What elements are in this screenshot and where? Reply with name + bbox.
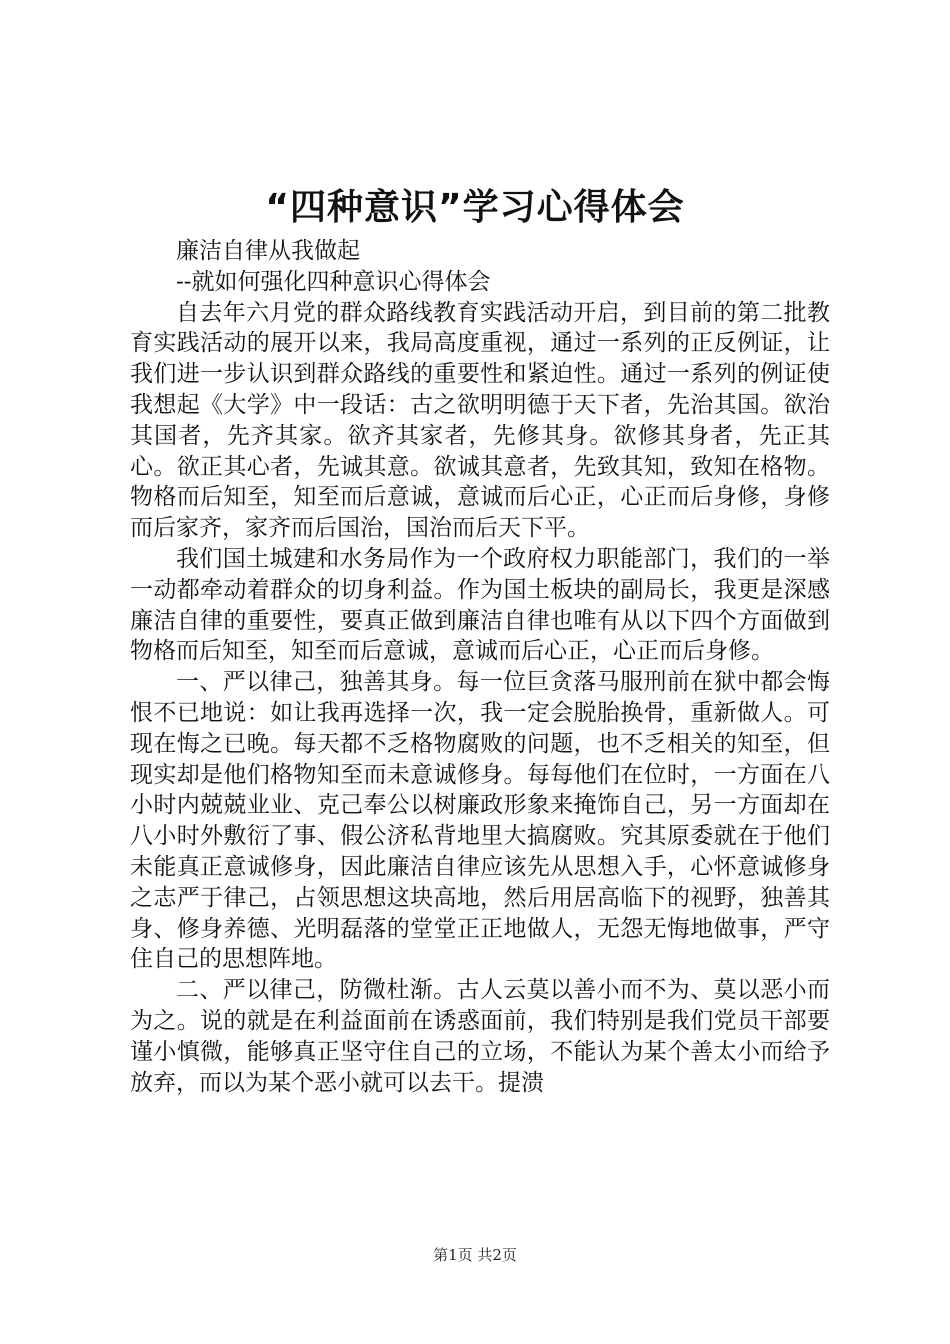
subtitle-line: 廉洁自律从我做起: [176, 238, 360, 264]
document-body: [130, 236, 830, 1098]
body-paragraph: 自去年六月党的群众路线教育实践活动开启，到目前的第二批教育实践活动的展开以来，我局高度重视，通过一系列的正反例证，让我们进一步认识到群众路线的重要性和紧迫性。通过一系列的例证使我想起《大学》中一段话：古之欲明明德于天下者，先治其国。欲治其国者，先齐其家。欲齐其家者，先修其身。欲修其身者，先正其心。欲正其心者，先诚其意。欲诚其意者，先致其知，致知在格物。物格而后知至，知至而后意诚，意诚而后心正，心正而后身修，身修而后家齐，家齐而后国治，国治而后天下平。: [130, 299, 830, 542]
body-paragraph: 二、严以律己，防微杜渐。古人云莫以善小而不为、莫以恶小而为之。说的就是在利益面前在诱惑面前，我们特别是我们党员干部要谨小慎微，能够真正坚守住自己的立场，不能认为某个善太小而给予放弃，而以为某个恶小就可以去干。提溃: [130, 977, 830, 1096]
body-paragraph: 我们国土城建和水务局作为一个政府权力职能部门，我们的一举一动都牵动着群众的切身利益。作为国土板块的副局长，我更是深感廉洁自律的重要性，要真正做到廉洁自律也唯有从以下四个方面做到物格而后知至，知至而后意诚，意诚而后心正，心正而后身修。: [130, 545, 830, 665]
body-paragraph: 一、严以律己，独善其身。每一位巨贪落马服刑前在狱中都会悔恨不已地说：如让我再选择一次，我一定会脱胎换骨，重新做人。可现在悔之已晚。每天都不乏格物腐败的问题，也不乏相关的知至，但现实却是他们格物知至而未意诚修身。每每他们在位时，一方面在八小时内兢兢业业、克己奉公以树廉政形象来掩饰自己，另一方面却在八小时外敷衍了事、假公济私背地里大搞腐败。究其原委就在于他们未能真正意诚修身，因此廉洁自律应该先从思想入手，心怀意诚修身之志严于律己，占领思想这块高地，然后用居高临下的视野，独善其身、修身养德、光明磊落的堂堂正正地做人，无怨无悔地做事，严守住自己的思想阵地。: [130, 669, 830, 973]
page-footer: 第1页 共2页: [433, 1246, 517, 1264]
document-title: “四种意识”学习心得体会: [265, 187, 685, 228]
subtitle-line: --就如何强化四种意识心得体会: [176, 268, 491, 295]
